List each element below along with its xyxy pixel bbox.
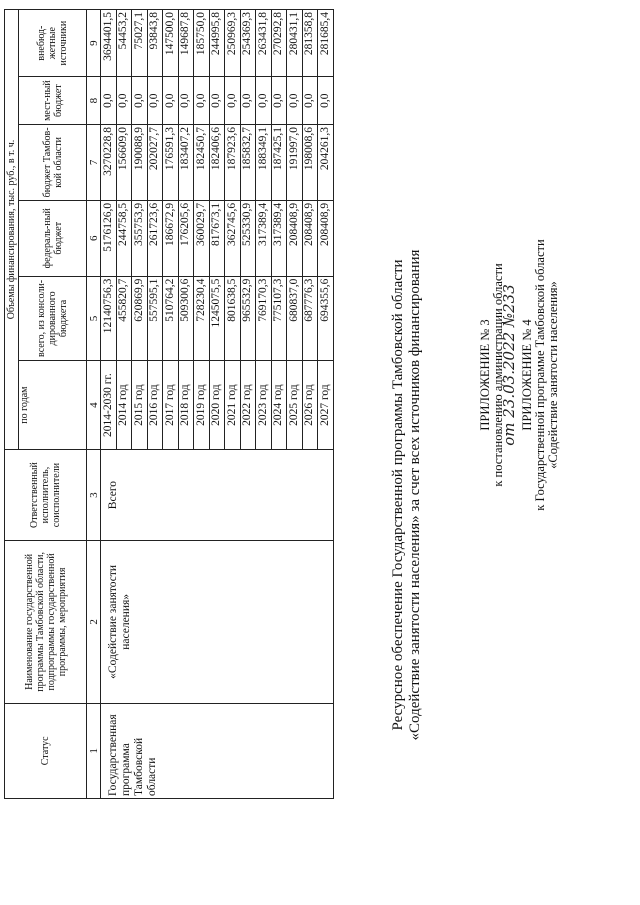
cell-total: 687776,3 xyxy=(302,276,318,361)
appendix-4-label: ПРИЛОЖЕНИЕ № 4 xyxy=(520,319,534,431)
cell-year: 2027 год xyxy=(318,361,334,450)
decree-reference: к постановлению администрации области xyxy=(491,263,505,487)
col-number: 2 xyxy=(87,541,101,704)
document-title-line-1: Ресурсное обеспечение Государственной программы Тамбовской области xyxy=(390,259,406,731)
cell-offbudget: 75027,1 xyxy=(132,10,148,77)
table-row xyxy=(101,10,117,799)
header-local: мест-ный бюджет xyxy=(19,77,87,125)
cell-year: 2016 год xyxy=(147,361,163,450)
cell-offbudget: 263431,8 xyxy=(256,10,272,77)
cell-offbudget: 254369,3 xyxy=(240,10,256,77)
cell-year: 2015 год xyxy=(132,361,148,450)
cell-offbudget: 149687,8 xyxy=(178,10,194,77)
cell-federal: 244758,5 xyxy=(116,200,132,276)
cell-year: 2018 год xyxy=(178,361,194,450)
col-number: 1 xyxy=(87,703,101,798)
cell-regional: 202027,7 xyxy=(147,124,163,200)
cell-local: 0,0 xyxy=(101,77,117,125)
col-number: 8 xyxy=(87,77,101,125)
column-number-row xyxy=(87,10,101,799)
header-by-year: по годам xyxy=(19,361,87,450)
cell-offbudget: 185750,0 xyxy=(194,10,210,77)
cell-local: 0,0 xyxy=(318,77,334,125)
cell-regional: 188349,1 xyxy=(256,124,272,200)
cell-total: 1245075,5 xyxy=(209,276,225,361)
cell-regional: 198008,6 xyxy=(302,124,318,200)
cell-local: 0,0 xyxy=(209,77,225,125)
cell-regional: 182450,7 xyxy=(194,124,210,200)
cell-total: 455820,7 xyxy=(116,276,132,361)
header-offbudget: внебюд-жетные источники xyxy=(19,10,87,77)
header-volume: Объемы финансирования, тыс. руб., в т. ч. xyxy=(5,10,19,450)
appendix-3-label: ПРИЛОЖЕНИЕ № 3 xyxy=(478,319,492,431)
cell-year: 2014-2030 гг. xyxy=(101,361,117,450)
cell-regional: 156609,0 xyxy=(116,124,132,200)
status-cell: Государственная программа Тамбовской области xyxy=(101,703,334,798)
cell-federal: 208408,9 xyxy=(302,200,318,276)
cell-total: 510764,2 xyxy=(163,276,179,361)
cell-total: 728230,4 xyxy=(194,276,210,361)
program-reference: к Государственной программе Тамбовской области xyxy=(533,239,547,511)
cell-federal: 208408,9 xyxy=(287,200,303,276)
cell-federal: 360029,7 xyxy=(194,200,210,276)
header-total: всего, из консоли-дированного бюджета xyxy=(19,276,87,361)
cell-year: 2023 год xyxy=(256,361,272,450)
cell-regional: 204261,3 xyxy=(318,124,334,200)
cell-year: 2019 год xyxy=(194,361,210,450)
cell-regional: 191997,0 xyxy=(287,124,303,200)
cell-year: 2020 год xyxy=(209,361,225,450)
cell-year: 2025 год xyxy=(287,361,303,450)
program-name-header: «Содействие занятости населения» xyxy=(546,281,560,469)
cell-regional: 183407,2 xyxy=(178,124,194,200)
cell-offbudget: 3694401,5 xyxy=(101,10,117,77)
cell-federal: 208408,9 xyxy=(318,200,334,276)
cell-federal: 317389,4 xyxy=(271,200,287,276)
cell-federal: 261723,6 xyxy=(147,200,163,276)
funding-table xyxy=(4,9,382,799)
col-number: 5 xyxy=(87,276,101,361)
col-number: 3 xyxy=(87,450,101,541)
cell-year: 2017 год xyxy=(163,361,179,450)
cell-local: 0,0 xyxy=(163,77,179,125)
cell-local: 0,0 xyxy=(132,77,148,125)
cell-federal: 317389,4 xyxy=(256,200,272,276)
col-number: 7 xyxy=(87,124,101,200)
col-number: 6 xyxy=(87,200,101,276)
cell-regional: 185832,7 xyxy=(240,124,256,200)
cell-total: 769170,3 xyxy=(256,276,272,361)
cell-local: 0,0 xyxy=(256,77,272,125)
cell-offbudget: 270292,8 xyxy=(271,10,287,77)
cell-offbudget: 280431,1 xyxy=(287,10,303,77)
document-title-line-2: «Содействие занятости населения» за счет всех источников финансирования xyxy=(407,249,423,741)
cell-regional: 187425,1 xyxy=(271,124,287,200)
cell-total: 557595,1 xyxy=(147,276,163,361)
header-name: Наименование государственной программы Тамбовской области, подпрограммы государственной программы, мероприятия xyxy=(5,541,87,704)
cell-federal: 5176126,0 xyxy=(101,200,117,276)
cell-offbudget: 54453,2 xyxy=(116,10,132,77)
cell-total: 620869,9 xyxy=(132,276,148,361)
cell-local: 0,0 xyxy=(240,77,256,125)
cell-local: 0,0 xyxy=(302,77,318,125)
cell-federal: 355753,9 xyxy=(132,200,148,276)
cell-local: 0,0 xyxy=(287,77,303,125)
cell-regional: 182406,6 xyxy=(209,124,225,200)
cell-offbudget: 147500,0 xyxy=(163,10,179,77)
cell-total: 775107,3 xyxy=(271,276,287,361)
cell-local: 0,0 xyxy=(178,77,194,125)
handwritten-date: от 23.03.2022 №233 xyxy=(500,284,518,446)
cell-total: 801638,5 xyxy=(225,276,241,361)
cell-offbudget: 281685,4 xyxy=(318,10,334,77)
header-status: Статус xyxy=(5,703,87,798)
cell-federal: 362745,6 xyxy=(225,200,241,276)
cell-total: 694355,6 xyxy=(318,276,334,361)
cell-year: 2026 год xyxy=(302,361,318,450)
cell-year: 2021 год xyxy=(225,361,241,450)
col-number: 9 xyxy=(87,10,101,77)
cell-local: 0,0 xyxy=(194,77,210,125)
cell-year: 2024 год xyxy=(271,361,287,450)
cell-year: 2022 год xyxy=(240,361,256,450)
cell-local: 0,0 xyxy=(225,77,241,125)
cell-federal: 186672,9 xyxy=(163,200,179,276)
cell-local: 0,0 xyxy=(147,77,163,125)
header-regional: бюджет Тамбов-кой области xyxy=(19,124,87,200)
cell-local: 0,0 xyxy=(271,77,287,125)
program-name-cell: «Содействие занятости населения» xyxy=(101,541,334,704)
cell-regional: 190088,9 xyxy=(132,124,148,200)
cell-offbudget: 244995,8 xyxy=(209,10,225,77)
cell-year: 2014 год xyxy=(116,361,132,450)
cell-regional: 187923,6 xyxy=(225,124,241,200)
cell-offbudget: 250969,3 xyxy=(225,10,241,77)
cell-regional: 3270228,8 xyxy=(101,124,117,200)
cell-regional: 176591,3 xyxy=(163,124,179,200)
cell-total: 12140756,3 xyxy=(101,276,117,361)
header-federal: федераль-ный бюджет xyxy=(19,200,87,276)
header-responsible: Ответственный исполнитель, соисполнители xyxy=(5,450,87,541)
responsible-cell: Всего xyxy=(101,450,334,541)
cell-offbudget: 93843,8 xyxy=(147,10,163,77)
cell-federal: 525330,9 xyxy=(240,200,256,276)
cell-federal: 817673,1 xyxy=(209,200,225,276)
cell-federal: 176205,6 xyxy=(178,200,194,276)
cell-local: 0,0 xyxy=(116,77,132,125)
cell-offbudget: 281358,8 xyxy=(302,10,318,77)
cell-total: 509300,6 xyxy=(178,276,194,361)
cell-total: 965532,9 xyxy=(240,276,256,361)
cell-total: 680837,0 xyxy=(287,276,303,361)
col-number: 4 xyxy=(87,361,101,450)
